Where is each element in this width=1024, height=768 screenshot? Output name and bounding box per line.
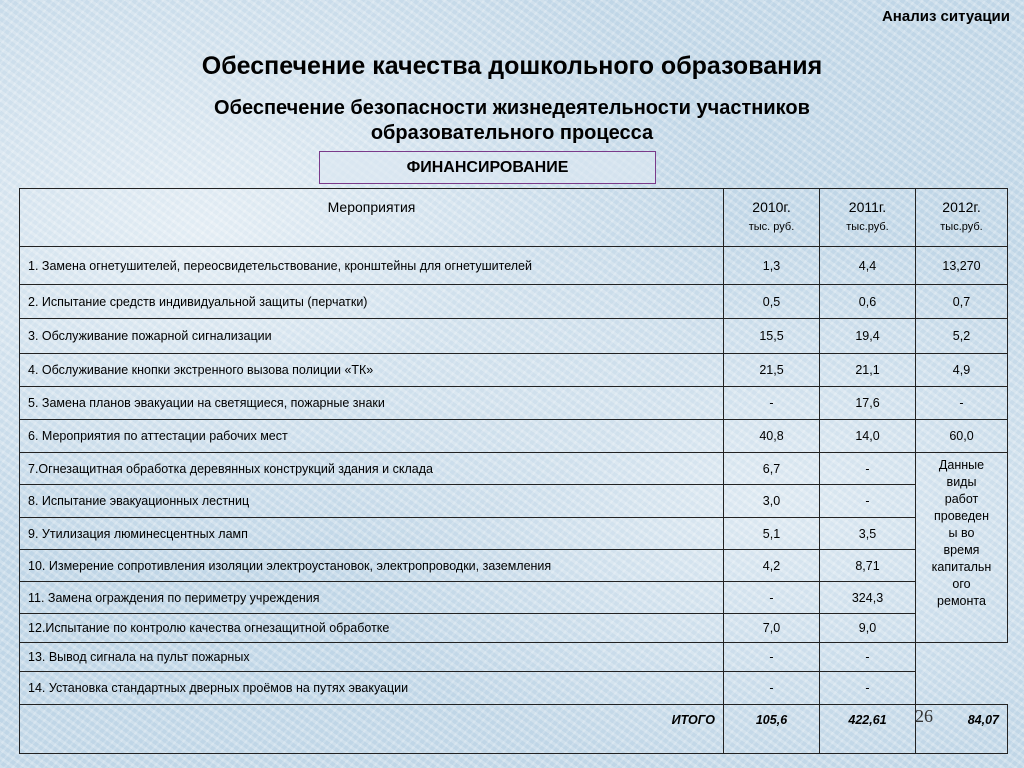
financing-label-box: ФИНАНСИРОВАНИЕ [319,151,656,184]
value-2010-cell: 7,0 [724,614,820,643]
value-2010-cell: 3,0 [724,485,820,518]
activity-cell: 11. Замена ограждения по периметру учреждения [20,582,724,614]
activity-cell: 10. Измерение сопротивления изоляции электроустановок, электропроводки, заземления [20,550,724,582]
table-row [20,672,1008,705]
value-2011-cell: 8,71 [820,550,916,582]
table-row [20,354,1008,387]
value-2010-cell: 6,7 [724,453,820,485]
column-header-activities: Мероприятия [20,189,724,247]
value-2012-cell: 0,7 [916,285,1008,319]
value-2010-cell: - [724,672,820,705]
value-2011-cell: 14,0 [820,420,916,453]
activity-cell: 5. Замена планов эвакуации на светящиеся, пожарные знаки [20,387,724,420]
total-2012-cell: 84,07 [916,705,1008,754]
total-2011-cell: 422,61 [820,705,916,754]
table-row [20,420,1008,453]
value-2011-cell: - [820,485,916,518]
column-unit: тыс. руб. [748,221,795,233]
value-2010-cell: - [724,387,820,420]
table-row [20,387,1008,420]
merged-note-line: виды [946,475,977,489]
value-2011-cell: - [820,643,916,672]
value-2010-cell: 15,5 [724,319,820,354]
value-2011-cell: 4,4 [820,247,916,285]
column-header-2010: 2010г. тыс. руб. [724,189,820,247]
activity-cell: 9. Утилизация люминесцентных ламп [20,518,724,550]
value-2011-cell: 0,6 [820,285,916,319]
value-2011-cell: 21,1 [820,354,916,387]
table-row [20,285,1008,319]
section-label: Анализ ситуации [881,8,1010,25]
value-2010-cell: 0,5 [724,285,820,319]
merged-note-line: проведен [934,509,989,523]
table-row [20,247,1008,285]
merged-note-line: Данные [938,458,985,472]
table-row [20,582,1008,614]
activity-cell: 1. Замена огнетушителей, переосвидетельствование, кронштейны для огнетушителей [20,247,724,285]
activity-cell: 3. Обслуживание пожарной сигнализации [20,319,724,354]
column-header-2011: 2011г. тыс.руб. [820,189,916,247]
value-2011-cell: 324,3 [820,582,916,614]
value-2011-cell: - [820,672,916,705]
activity-cell: 12.Испытание по контролю качества огнезащитной обработке [20,614,724,643]
merged-note-line: ы во [948,526,975,540]
activity-cell: 4. Обслуживание кнопки экстренного вызова полиции «ТК» [20,354,724,387]
activity-cell: 14. Установка стандартных дверных проёмов на путях эвакуации [20,672,724,705]
merged-note-line: ого [952,577,971,591]
financing-table [19,188,1008,754]
value-2011-cell: 19,4 [820,319,916,354]
merged-note-line: работ [944,492,979,506]
total-label-cell: ИТОГО [20,705,724,754]
column-unit: тыс.руб. [846,221,889,233]
table-row [20,485,1008,518]
value-2012-cell: 5,2 [916,319,1008,354]
value-2010-cell: 5,1 [724,518,820,550]
table-row [20,614,1008,643]
activity-cell: 2. Испытание средств индивидуальной защиты (перчатки) [20,285,724,319]
merged-note-line: время [943,543,980,557]
column-unit: тыс.руб. [940,221,983,233]
activity-cell: 7.Огнезащитная обработка деревянных конструкций здания и склада [20,453,724,485]
value-2010-cell: - [724,582,820,614]
value-2010-cell: 40,8 [724,420,820,453]
activity-cell: 13. Вывод сигнала на пульт пожарных [20,643,724,672]
value-2010-cell: 4,2 [724,550,820,582]
total-2010-cell: 105,6 [724,705,820,754]
value-2012-merged-note [916,453,1008,643]
value-2011-cell: - [820,453,916,485]
merged-note-line: ремонта [937,594,986,608]
value-2010-cell: 1,3 [724,247,820,285]
value-2011-cell: 17,6 [820,387,916,420]
table-row [20,550,1008,582]
value-2012-cell: 60,0 [916,420,1008,453]
column-header-2012: 2012г. тыс.руб. [916,189,1008,247]
page-number: 26 [915,706,933,726]
value-2012-cell: 4,9 [916,354,1008,387]
merged-note-line: капитальн [931,560,992,574]
table-row [20,453,1008,485]
activity-cell: 8. Испытание эвакуационных лестниц [20,485,724,518]
total-row [20,705,1008,754]
table-row [20,643,1008,672]
value-2011-cell: 3,5 [820,518,916,550]
table-header-row [20,189,1008,247]
value-2010-cell: - [724,643,820,672]
activity-cell: 6. Мероприятия по аттестации рабочих мест [20,420,724,453]
value-2012-cell: 13,270 [916,247,1008,285]
page-subtitle: Обеспечение безопасности жизнедеятельности участников образовательного процесса [214,97,810,144]
table-row [20,518,1008,550]
table-row [20,319,1008,354]
value-2012-cell: - [916,387,1008,420]
value-2010-cell: 21,5 [724,354,820,387]
page-title: Обеспечение качества дошкольного образования [201,52,823,80]
value-2011-cell: 9,0 [820,614,916,643]
